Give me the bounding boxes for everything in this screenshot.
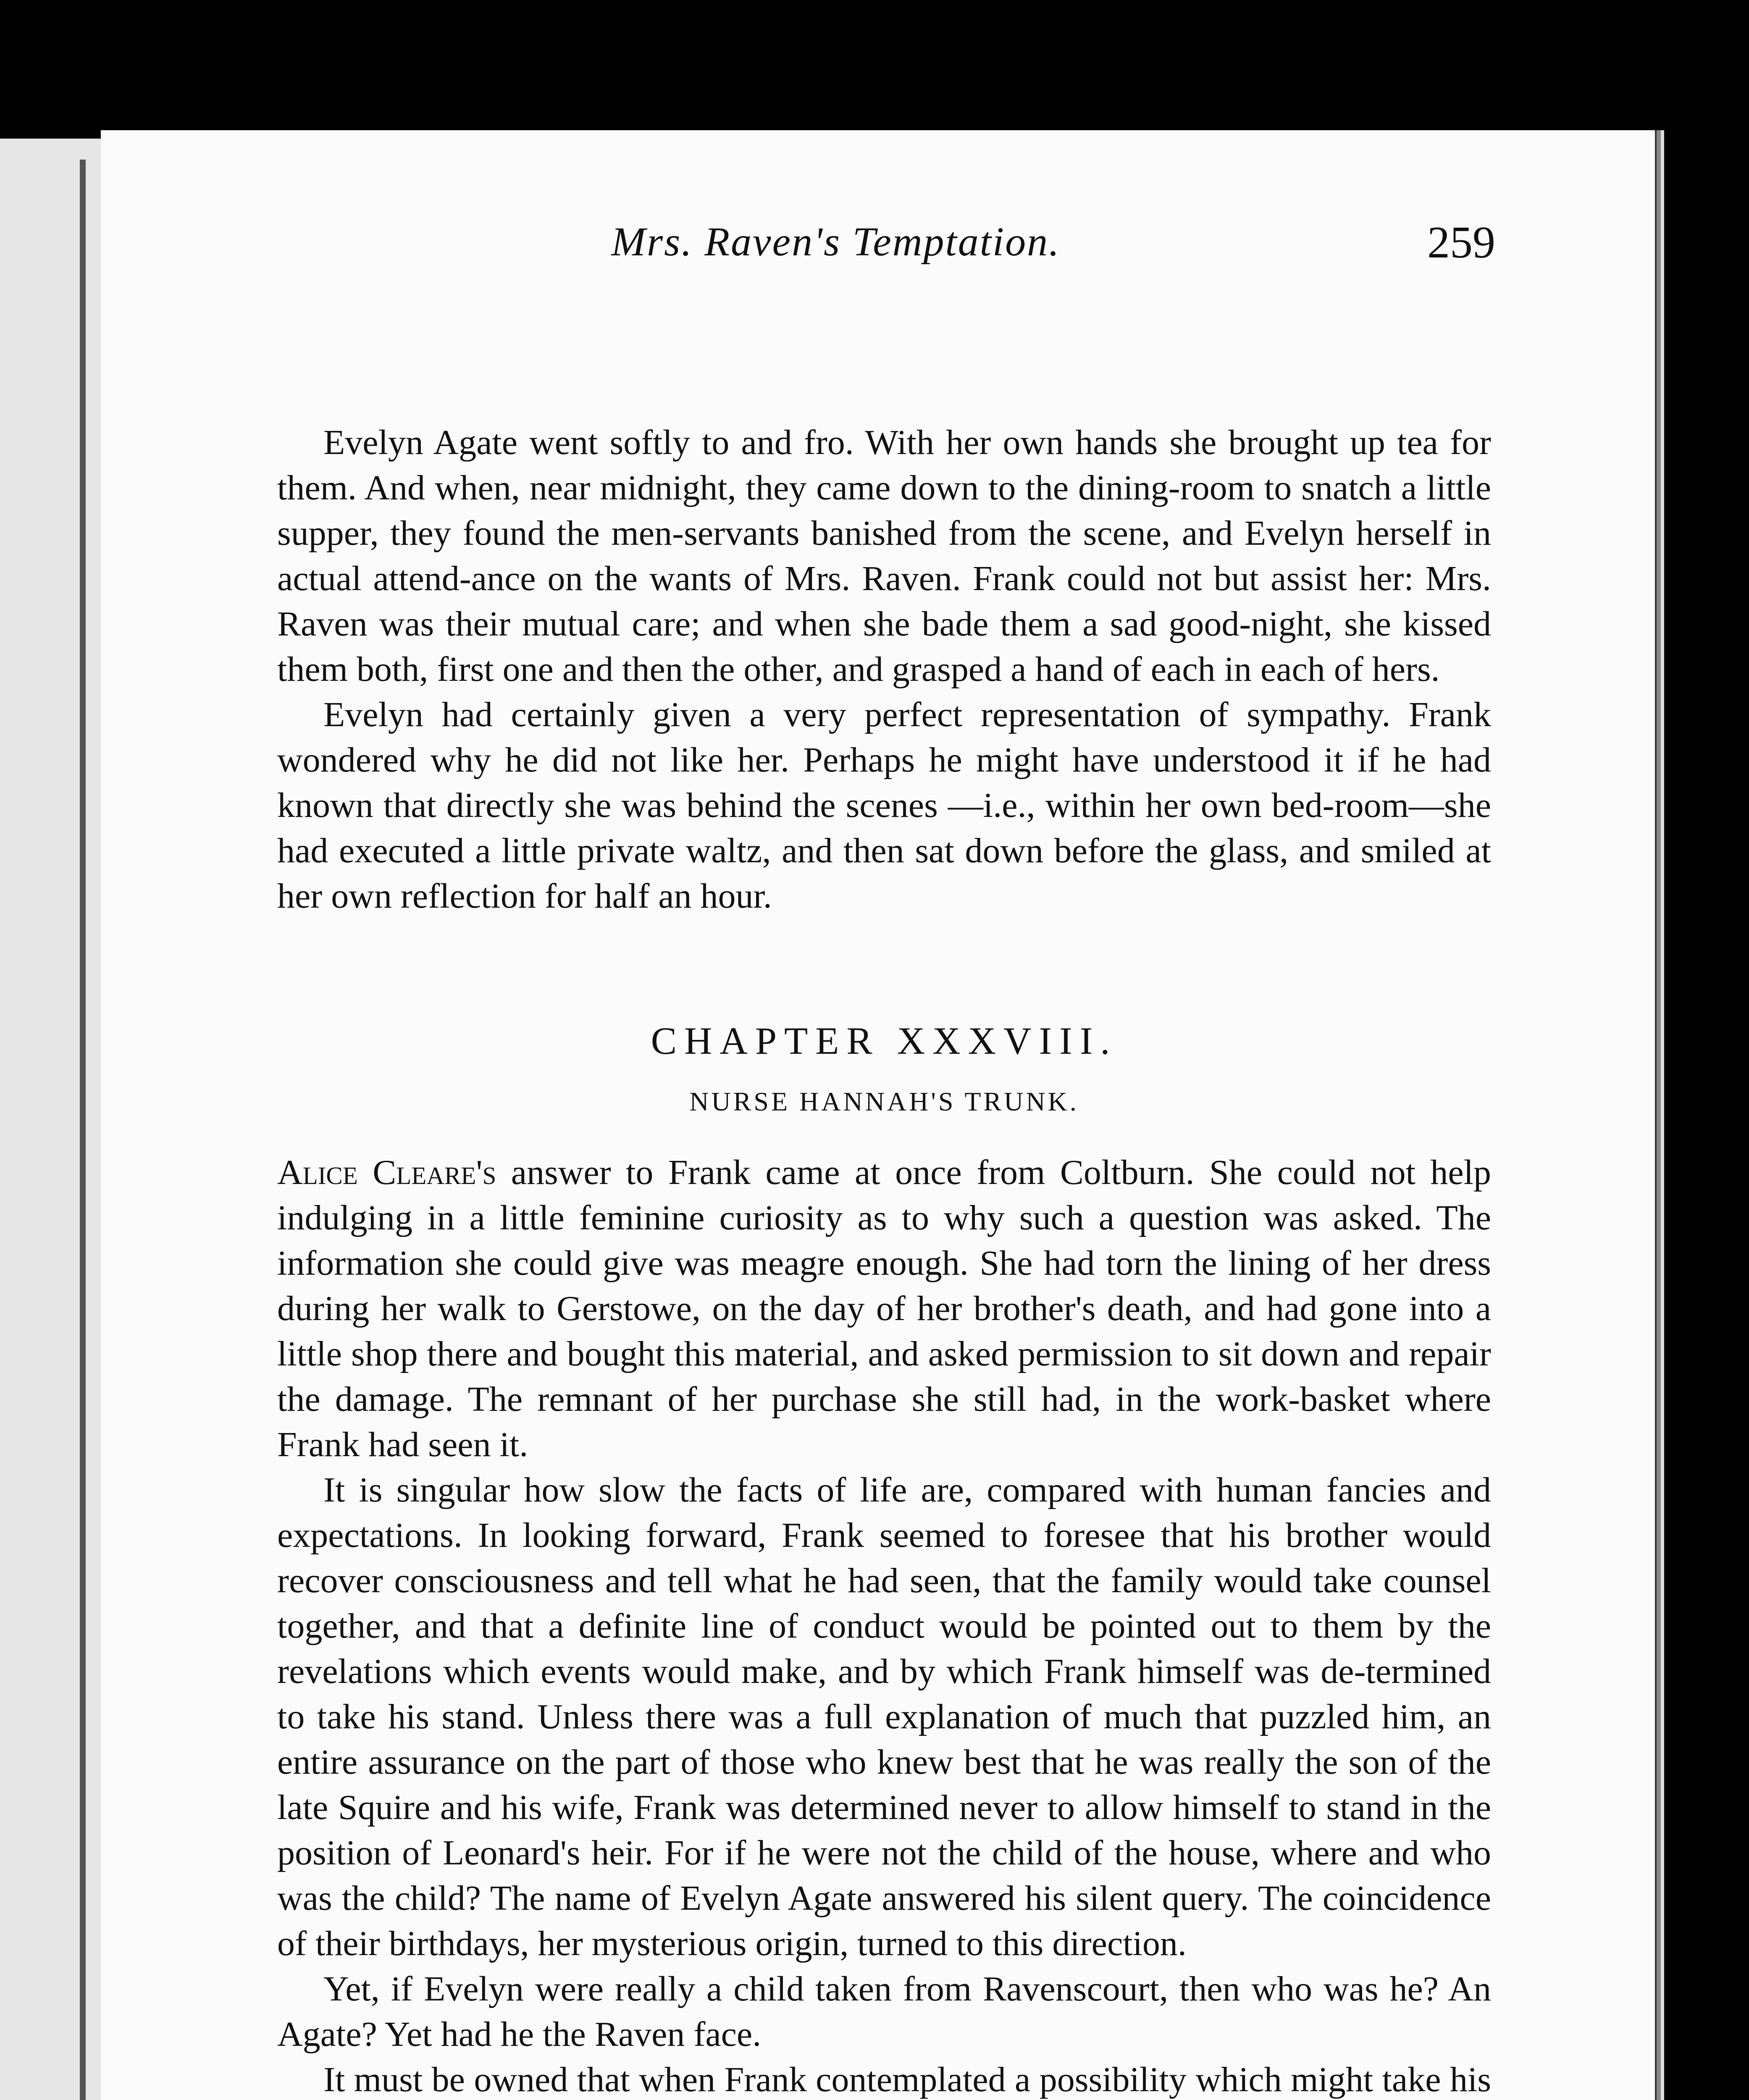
paragraph-3-text: answer to Frank came at once from Coltburn. She could not help indulging in a little feminine curiosity as to why such a question was asked. The information she could give was meagre enough. She had torn the lining of her dress during her walk to Gerstowe, on the day of her brother's death, and had gone into a little shop there and bought this material, and asked permission to sit down and repair the damage. The remnant of her purchase she still had, in the work-basket where Frank had seen it. [277, 1153, 1491, 1464]
chapter-subtitle-text: NURSE HANNAH'S TRUNK. [689, 1087, 1079, 1116]
running-title: Mrs. Raven's Temptation. [611, 219, 1061, 265]
paragraph-5: Yet, if Evelyn were really a child taken from Ravenscourt, then who was he? An Agate? Yet had he the Raven face. [277, 1969, 1491, 2054]
paragraph-1: Evelyn Agate went softly to and fro. With her own hands she brought up tea for them. And when, near midnight, they came down to the dining-room to snatch a little supper, they found the men-servants banished from the scene, and Evelyn herself in actual attend-ance on the wants of Mrs. Raven. Frank could not but assist her: Mrs. Raven was their mutual care; and when she bade them a sad good-night, she kissed them both, first one and then the other, and grasped a hand of each in each of hers. [277, 423, 1491, 689]
page-number: 259 [1427, 218, 1495, 268]
paragraph-4: It is singular how slow the facts of life are, compared with human fancies and expectations. In looking forward, Frank seemed to foresee that his brother would recover consciousness and tell what he had seen, that the family would take counsel together, and that a definite line of conduct would be pointed out to them by the revelations which events would make, and by which Frank himself was de-termined to take his stand. Unless there was a full explanation of much that puzzled him, an entire assurance on the part of those who knew best that he was really the son of the late Squire and his wife, Frank was determined never to allow himself to stand in the position of Leonard's heir. For if he were not the child of the house, where and who was the child? The name of Evelyn Agate answered his silent query. The coincidence of their birthdays, her mysterious origin, turned to this direction. [277, 1470, 1491, 1963]
book-gutter-shadow [80, 160, 86, 2100]
paragraph-6: It must be owned that when Frank contemplated a possibility which might take his [323, 2060, 1491, 2099]
paragraph-2: Evelyn had certainly given a very perfect representation of sympathy. Frank wondered why he did not like her. Perhaps he might have understood it if he had known that directly she was behind the scenes —i.e., within her own bed-room—she had executed a little private waltz, and then sat down before the glass, and smiled at her own reflection for half an hour. [277, 695, 1491, 916]
book-spine-left-page [0, 139, 113, 2100]
page-body [277, 420, 1491, 2100]
paragraph-3-lead: Alice Cleare's [277, 1153, 496, 1192]
paragraph-3 [277, 1150, 1491, 1467]
page-header [176, 197, 1495, 281]
chapter-title: CHAPTER XXXVIII. [651, 1019, 1118, 1062]
chapter-subtitle [277, 1083, 1491, 1121]
